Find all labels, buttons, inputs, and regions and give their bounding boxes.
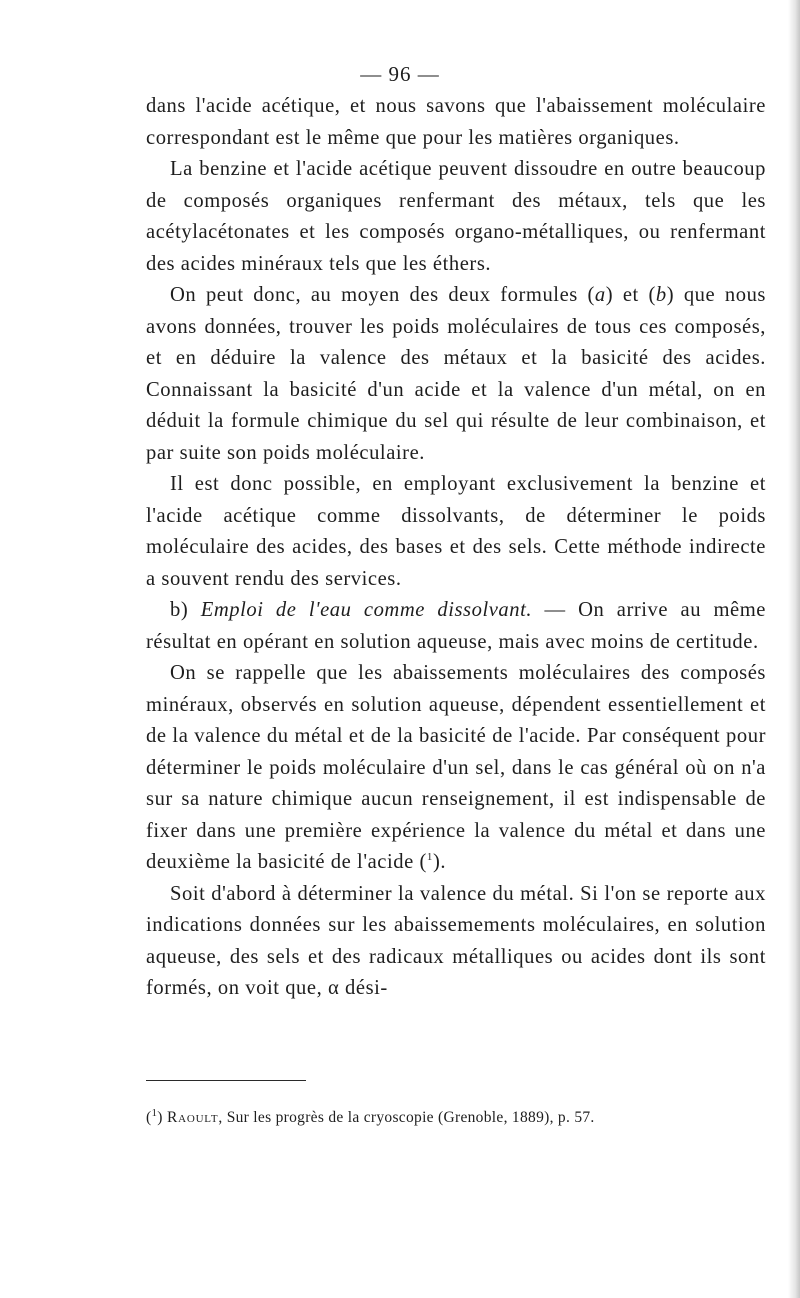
formula-label-b: b [655, 284, 667, 306]
footnote-divider [146, 1080, 306, 1081]
text-run: ). [432, 851, 447, 873]
footnote [146, 1108, 766, 1128]
text-run: — On arrive au même résultat en opérant en solution aqueuse, mais avec moins de certitude. [146, 599, 766, 653]
footnote-author: Raoult [166, 1109, 219, 1126]
paragraph [146, 595, 766, 658]
text-run: On peut donc, au moyen des deux formules ( [170, 284, 595, 306]
section-heading: Emploi de l'eau comme dissolvant. [200, 599, 533, 621]
paragraph [146, 280, 766, 469]
page-edge-shadow [788, 0, 800, 1298]
paragraph: dans l'acide acétique, et nous savons que l'abaissement moléculaire correspondant est le même que pour les matières organiques. [146, 95, 766, 149]
footnote-marker-close: ) [157, 1109, 163, 1126]
paragraph: Il est donc possible, en employant exclusivement la benzine et l'acide acétique comme dissolvants, de déterminer le poids moléculaire des acides, des bases et des sels. Cette méthode indirecte a souvent rendu des services. [146, 473, 766, 590]
paragraph: La benzine et l'acide acétique peuvent dissoudre en outre beaucoup de composés organiques renfermant des métaux, tels que les acétylacétonates et les composés organo-métalliques, ou renfermant des acides minéraux tels que les éthers. [146, 158, 766, 275]
formula-label-a: a [594, 284, 606, 306]
section-marker: b) [170, 599, 201, 621]
paragraph: Soit d'abord à déterminer la valence du métal. Si l'on se reporte aux indications données sur les abaissemements moléculaires, en solution aqueuse, des sels et des radicaux métalliques ou acides dont ils sont formés, on voit que, α dési- [146, 882, 766, 999]
footnote-marker-open: ( [146, 1109, 152, 1126]
page-number: — 96 — [360, 62, 440, 86]
paragraph [146, 658, 766, 879]
body-text [146, 91, 766, 1005]
footnote-marker: 1 [151, 1106, 158, 1119]
text-run: ) que nous avons données, trouver les poids moléculaires de tous ces composés, et en déduire la valence des métaux et la basicité des acides. Connaissant la basicité d'un acide et la valence d'un métal, on en déduit la formule chimique du sel qui résulte de leur combinaison, et par suite son poids moléculaire. [146, 284, 766, 464]
footnote-reference: 1 [426, 851, 433, 864]
text-run: On se rappelle que les abaissements moléculaires des composés minéraux, observés en solution aqueuse, dépendent essentiellement et de la valence du métal et de la basicité de l'acide. Par conséquent pour déterminer le poids moléculaire d'un sel, dans le cas général où on n'a sur sa nature chimique aucun renseignement, il est indispensable de fixer dans une première expérience la valence du métal et dans une deuxième la basicité de l'acide ( [146, 662, 766, 873]
footnote-text: , Sur les progrès de la cryoscopie (Grenoble, 1889), p. 57. [218, 1109, 595, 1126]
text-run: ) et ( [605, 284, 656, 306]
